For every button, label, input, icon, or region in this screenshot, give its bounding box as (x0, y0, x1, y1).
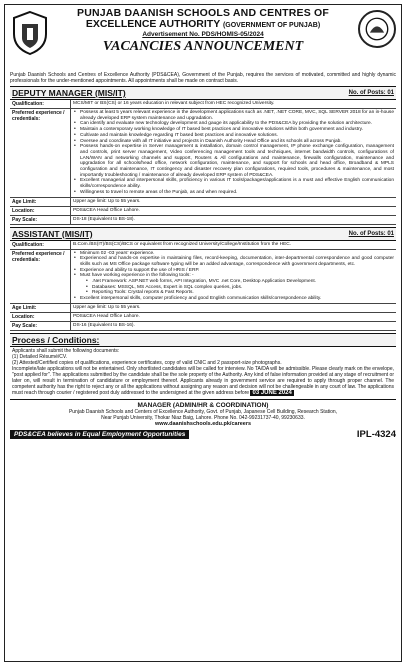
deputy-manager-title: DEPUTY MANAGER (MIS/IT) (12, 88, 126, 98)
process-doc-item: (1) Detailed Résumé/CV. (12, 353, 68, 360)
list-item: • Databases: MSSQL, MS Access, Expert in SQL complex queries, jobs. (92, 285, 394, 291)
age-label: Age Limit: (10, 304, 71, 312)
pay-label: Pay Scale: (10, 216, 71, 224)
process-header (10, 333, 396, 347)
list-item: • Maintain a contemporary working knowledge of IT based best practices and innovative solutions within both government and industry. (80, 127, 394, 133)
assistant-age-row (10, 304, 396, 313)
process-title: Process / Conditions: (12, 334, 100, 345)
address-line2: Near Punjab University, Thokar Niaz Baig, Lahore. Phone No. 042-99231737-40, 99230633. (101, 414, 305, 421)
deputy-experience-row (10, 109, 396, 198)
website-link[interactable]: www.daanishschools.edu.pk/careers (154, 420, 252, 427)
list-item: • .Net Framework: ASP.NET web forms, API Integration, MVC .net Core, Desktop Application Development. (92, 279, 394, 285)
deputy-pay-row (10, 216, 396, 225)
ipl-number: IPL-4324 (356, 428, 396, 440)
age-value: Upper age limit: Up to 55 years. (73, 304, 141, 310)
org-subtitle: (GOVERNMENT OF PUNJAB) (222, 22, 321, 29)
list-item: • Excellent managerial and interpersonal skills, proficiency in various IT tools/packages/applications is a must and effective English communication skills/correspondence ability. (80, 178, 394, 189)
list-item: • Must have working experience in the following tools: - • .Net Framework: ASP.NET web forms, API Integration, MVC .net Core, Desktop Application Development. • Databases: MSSQL, MS Access, Expert in SQL complex queries, jobs. • Reporting Tools: Crystal reports & Fast Reports. (80, 273, 394, 296)
list-item: • Possess at least 5 years relevant experience in the development applications such as .NET, .NET CORE, MVC, SQL SERVER 2018 for an in-house already developed ERP system maintenance and upgradation. (80, 110, 394, 121)
assistant-pay-row (10, 322, 396, 331)
intro-text: Punjab Daanish Schools and Centres of Excellence Authority (PDS&CEA), Government of the Punjab, requires the services of motivated, committed and highly dynamic professionals for the under-mentioned appointments. All appointments shall be made on contract basis. (10, 72, 396, 84)
list-item: • Possess hands-on expertise in Server management & installation, domain control management, IP phone exchange configuration, management and controls, print server management, Video conferencing management tools and techniques, internet bandwidth controls, configurations of LAN/WAN and networking channels and support, Routers & All configurations and maintenance, firewalls configuration, maintenance and upgradation for all schools/head office, network configuration, maintenance, and support for schools and head office, Broadband & MPLS configuration and maintenance, IT contingency and disaster recovery plan configurations, required tools, procedures & maintenance, and most importantly troubleshooting / maintenance of already developed ERP system of PDS&CEA. (80, 144, 394, 178)
deputy-experience-list (73, 110, 394, 196)
list-item: • Cultivate and maintain knowledge regarding IT based best practices and innovative solutions. (80, 133, 394, 139)
experience-label: Preferred experience / credentials: (10, 109, 71, 197)
manager-title: MANAGER (ADMIN/HR & COORDINATION) (137, 401, 269, 409)
advertisement-page (4, 4, 402, 662)
list-item: • Experienced and hands-on expertise in maintaining files, record-keeping, documentation, inter-departmental correspondence and good computer skills such as MS Office package software typing will be an added advantage, correspondence with government departments, etc. (80, 256, 394, 267)
process-paragraph: Incomplete/late applications will not be entertained. Only shortlisted candidates will be called for interview. No TA/DA will be admissible. Please clearly mark on the envelope, "post applied for". The applications submitted by the candidate shall be the sole property of the Authority. Any kind of false information provided at any stage of recruitment or later on, will result in termination of candidature or employment thereof. Applicants already in government service are required to apply through proper channel. The competent authority has the right to reject any or all the applications without assigning any reason and decision will not be challengeable in any court of law. The applications must reach through courier / registered post duly addressed to the undersigned at the given address before 03 JUNE 2024 (12, 365, 394, 396)
age-value: Upper age limit: Up to 55 years. (73, 198, 141, 204)
assistant-header (10, 227, 396, 241)
list-item: • Experience and ability to support the use of HRIS / ERP. (80, 268, 394, 274)
list-item: • Minimum 02 -03 years' experience. (80, 251, 394, 257)
list-item: • Oversee and coordinate with all IT initiative and projects in Daanish Authority Head Office and its schools all across Punjab. (80, 139, 394, 145)
pay-label: Pay Scale: (10, 322, 71, 330)
assistant-location-row (10, 313, 396, 322)
assistant-experience-list (73, 251, 394, 302)
org-name-line2: EXCELLENCE AUTHORITY (GOVERNMENT OF PUNJAB) (85, 18, 321, 30)
process-conditions (10, 347, 396, 397)
org-name-line1: PUNJAB DAANISH SCHOOLS AND CENTRES OF (76, 7, 330, 19)
location-label: Location: (10, 313, 71, 321)
qualification-label: Qualification: (10, 241, 71, 249)
deadline-date: 03 JUNE 2024 (252, 389, 292, 396)
experience-label: Preferred experience / credentials: (10, 250, 71, 303)
bottom-bar (10, 429, 396, 440)
daanish-seal-icon (358, 10, 396, 48)
list-item: • Willingness to travel to remote areas of the Punjab, as and when required. (80, 190, 394, 196)
location-value: PDS&CEA Head Office Lahore. (73, 313, 140, 319)
list-item: • Excellent interpersonal skills, computer proficiency and good English communication skills/correspondence ability. (80, 296, 394, 302)
punjab-emblem-icon (10, 10, 50, 56)
vacancies-heading: VACANCIES ANNOUNCEMENT (102, 39, 304, 54)
qualification-value: MCS/MIT or BS(CS) or 16 years education in relevant subject from HEC recognized University. (73, 101, 275, 106)
equal-opportunity-banner: PDS&CEA believes in Equal Employment Opportunities (10, 430, 189, 439)
header (10, 8, 396, 70)
deputy-manager-header (10, 86, 396, 100)
list-item: • Can identify and evaluate new technology development and gauge its applicability to the PDS&CEA by providing the solution architecture. (80, 121, 394, 127)
process-doc-item: (2) Attested/Certified copies of qualifications, experience certificates, copy of valid CNIC and 2 passport-size photographs. (12, 359, 282, 366)
assistant-experience-row (10, 250, 396, 304)
pay-value: DS-16 (Equivalent to BS-16). (73, 322, 135, 328)
location-label: Location: (10, 207, 71, 215)
deputy-age-row (10, 198, 396, 207)
list-item: • Reporting Tools: Crystal reports & Fast Reports. (92, 290, 394, 296)
footer (10, 399, 396, 427)
qualification-value: B.Com./BS(IT)/BS(CS)/BCS or equivalent from recognized University/College/Institution from the HEC. (73, 241, 292, 247)
assistant-qualification-row (10, 241, 396, 250)
pay-value: DS-18 (Equivalent to BS-18). (73, 216, 135, 222)
process-intro: Applicants shall submit the following documents: (12, 347, 120, 354)
address-line1: Punjab Daanish Schools and Centers of Excellence Authority, Govt. of Punjab, Japanese Cell Building, Research Station, (68, 408, 338, 415)
qualification-label: Qualification: (10, 100, 71, 108)
tools-list (80, 279, 394, 296)
advertisement-number: Advertisement No. PDS/HOMIS-05/2024 (142, 31, 264, 38)
age-label: Age Limit: (10, 198, 71, 206)
assistant-posts: No. of Posts: 01 (348, 230, 394, 237)
location-value: PDS&CEA Head Office Lahore. (73, 207, 140, 213)
assistant-title: ASSISTANT (MIS/IT) (12, 228, 93, 239)
deputy-location-row (10, 207, 396, 216)
deputy-manager-posts: No. of Posts: 01 (348, 90, 394, 96)
deputy-qualification-row (10, 100, 396, 109)
